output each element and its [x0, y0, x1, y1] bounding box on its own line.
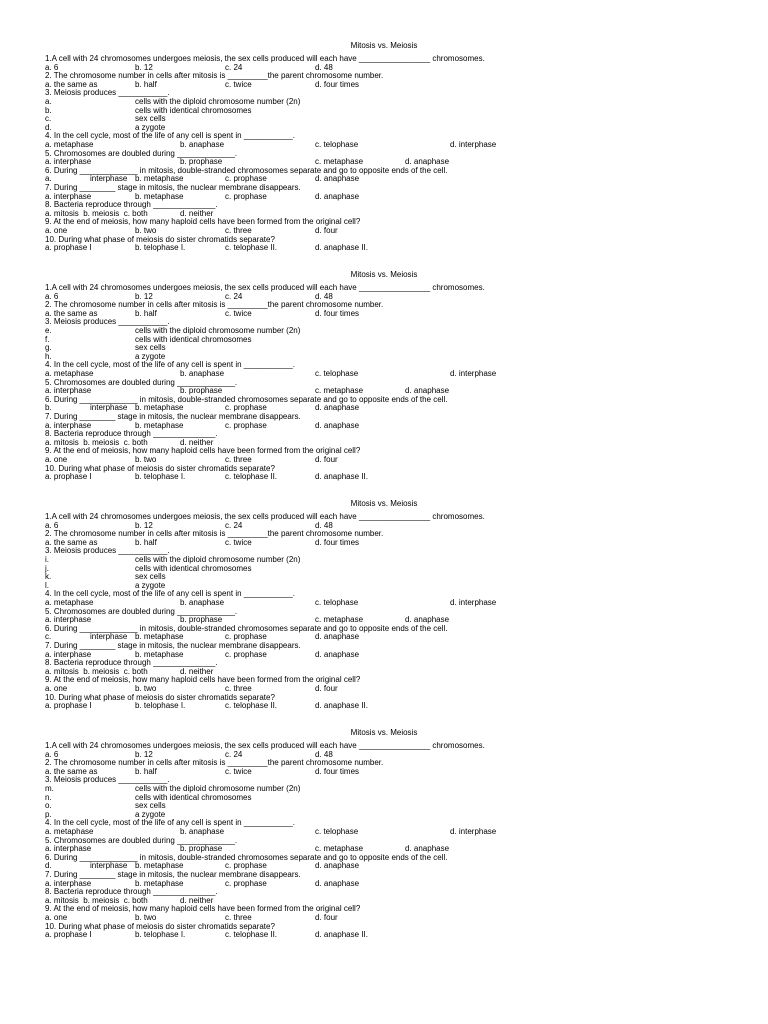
question-text: 10. During what phase of meiosis do sister chromatids separate? [45, 921, 275, 931]
question-text: 8. Bacteria reproduce through ______________. [45, 887, 218, 897]
answer-choice: g. [45, 343, 52, 353]
answer-choice: k. [45, 572, 52, 582]
question-text: 6. During _____________ in mitosis, double-stranded chromosomes separate and go to opposite ends of the cell. [45, 394, 448, 404]
question-text: 5. Chromosomes are doubled during _____________. [45, 148, 238, 158]
question-text: 1.A cell with 24 chromosomes undergoes meiosis, the sex cells produced will each have ________________ chromosomes. [45, 283, 485, 292]
answer-choice: a. 6 [45, 62, 59, 72]
answer-choice: b. 12 [135, 749, 153, 759]
answer-choice: d. interphase [450, 827, 497, 836]
answer-choice: d. anaphase II. [315, 701, 368, 711]
answer-choice: h. [45, 351, 52, 361]
answer-choice: d. interphase [450, 598, 497, 607]
answer-choice: a. metaphase [45, 140, 94, 149]
answer-choice: d. four times [315, 308, 360, 318]
answer-choice: a zygote [135, 580, 166, 590]
question-text: 6. During _____________ in mitosis, double-stranded chromosomes separate and go to opposite ends of the cell. [45, 852, 448, 862]
question-text: 10. During what phase of meiosis do sister chromatids separate? [45, 692, 275, 702]
answer-choice: c. telophase II. [225, 243, 278, 253]
worksheet-block [0, 40, 768, 269]
answer-choice: b. telophase I. [135, 472, 186, 482]
answer-choice: b. prophase [180, 615, 223, 625]
question-text: 4. In the cell cycle, most of the life of any cell is spent in ___________. [45, 360, 295, 370]
question-text: 1.A cell with 24 chromosomes undergoes meiosis, the sex cells produced will each have ________________ chromosomes. [45, 512, 485, 521]
answer-choice: c. prophase [225, 878, 267, 888]
answer-choice: e. [45, 326, 52, 335]
answer-choice: d. 48 [315, 749, 333, 759]
answer-choice: b. two [135, 226, 157, 235]
answer-choices-line [0, 701, 768, 710]
answer-choice: b. prophase [180, 157, 223, 167]
question-text: 2. The chromosome number in cells after mitosis is _________the parent chromosome number. [45, 758, 384, 768]
question-text: 7. During ________ stage in mitosis, the nuclear membrane disappears. [45, 641, 301, 650]
answer-choice: j. [45, 563, 49, 573]
answer-choice: b. 12 [135, 520, 153, 530]
answer-choice: a. metaphase [45, 598, 94, 607]
answer-choice: b. [45, 403, 52, 413]
answer-choice: d. 48 [315, 291, 333, 301]
answer-choice: a. the same as [45, 79, 98, 89]
answer-choice: cells with the diploid chromosome number (2n) [135, 555, 301, 564]
answer-choice: d. anaphase [315, 191, 360, 201]
answer-choice: a. 6 [45, 749, 59, 759]
answer-choice: b. two [135, 455, 157, 464]
answer-choice: interphase [90, 861, 128, 871]
answer-choice: cells with identical chromosomes [135, 792, 252, 802]
answer-choice: c. prophase [225, 403, 267, 413]
answer-choice: d. anaphase [315, 649, 360, 659]
answer-choice: cells with the diploid chromosome number (2n) [135, 784, 301, 793]
answer-choice: c. 24 [225, 291, 243, 301]
question-text: 5. Chromosomes are doubled during _____________. [45, 835, 238, 845]
answer-choice: cells with identical chromosomes [135, 563, 252, 573]
question-text: 5. Chromosomes are doubled during _____________. [45, 606, 238, 616]
answer-choice: sex cells [135, 343, 166, 353]
answer-choice: a. metaphase [45, 369, 94, 378]
answer-choices-line [0, 930, 768, 939]
question-text: 1.A cell with 24 chromosomes undergoes meiosis, the sex cells produced will each have ________________ chromosomes. [45, 741, 485, 750]
answer-choice: d. anaphase [405, 844, 450, 854]
answer-choice: c. twice [225, 308, 252, 318]
answer-choice: l. [45, 580, 49, 590]
answer-choice: b. half [135, 537, 157, 547]
answer-choice: d. four [315, 684, 338, 693]
answer-choice: a zygote [135, 809, 166, 819]
answer-choice: sex cells [135, 114, 166, 124]
answer-choice: interphase [90, 403, 128, 413]
answer-choice: interphase [90, 632, 128, 642]
answer-choice: b. anaphase [180, 369, 225, 378]
worksheet-title: Mitosis vs. Meiosis [350, 728, 418, 737]
answer-choice: a zygote [135, 351, 166, 361]
answer-choice: d. anaphase [315, 174, 360, 184]
answer-choice: sex cells [135, 572, 166, 582]
answer-choice: b. half [135, 308, 157, 318]
answer-choice: a. interphase [45, 191, 92, 201]
question-text: 10. During what phase of meiosis do sister chromatids separate? [45, 234, 275, 244]
answer-choice: cells with identical chromosomes [135, 334, 252, 344]
answer-choice: b. telophase I. [135, 930, 186, 940]
answer-choice: a. [45, 97, 52, 106]
answer-choice: cells with the diploid chromosome number (2n) [135, 326, 301, 335]
answer-choice: c. metaphase [315, 157, 364, 167]
answer-choice: a. interphase [45, 844, 92, 854]
answer-choice: m. [45, 784, 54, 793]
answer-choice: d. 48 [315, 62, 333, 72]
answer-choice: a. prophase I [45, 243, 92, 253]
answer-choice: c. telophase [315, 369, 359, 378]
answer-choice: c. telophase II. [225, 930, 278, 940]
question-text: 9. At the end of meiosis, how many haploid cells have been formed from the original cell? [45, 217, 361, 227]
answer-choice: a. mitosis b. meiosis c. both [45, 666, 148, 676]
question-text: 2. The chromosome number in cells after mitosis is _________the parent chromosome number. [45, 300, 384, 310]
question-text: 9. At the end of meiosis, how many haploid cells have been formed from the original cell? [45, 675, 361, 685]
answer-choice: a. interphase [45, 615, 92, 625]
answer-choice: b. [45, 105, 52, 115]
answer-choice: d. anaphase [315, 403, 360, 413]
worksheet-block [0, 498, 768, 727]
answer-choice: d. anaphase [315, 632, 360, 642]
answer-choice: sex cells [135, 801, 166, 811]
answer-choice: c. 24 [225, 62, 243, 72]
answer-choice: c. telophase II. [225, 701, 278, 711]
answer-choice: c. three [225, 684, 252, 693]
answer-choice: c. telophase II. [225, 472, 278, 482]
answer-choice: c. twice [225, 537, 252, 547]
answer-choice: d. four [315, 913, 338, 922]
answer-choice: interphase [90, 174, 128, 184]
answer-choice: a. 6 [45, 520, 59, 530]
answer-choice: c. prophase [225, 191, 267, 201]
question-text: 3. Meiosis produces ___________. [45, 317, 170, 327]
answer-choice: d. interphase [450, 369, 497, 378]
answer-choice: b. 12 [135, 291, 153, 301]
question-text: 8. Bacteria reproduce through ______________. [45, 658, 218, 668]
question-text: 1.A cell with 24 chromosomes undergoes meiosis, the sex cells produced will each have ________________ chromosomes. [45, 54, 485, 63]
answer-choice: c. twice [225, 766, 252, 776]
answer-choice: a. one [45, 455, 68, 464]
answer-choice: b. metaphase [135, 861, 184, 871]
answer-choice: b. half [135, 766, 157, 776]
answer-choice: cells with identical chromosomes [135, 105, 252, 115]
answer-choice: c. prophase [225, 861, 267, 871]
answer-choice: a. one [45, 684, 68, 693]
answer-choice: a. interphase [45, 649, 92, 659]
answer-choice: c. metaphase [315, 386, 364, 396]
answer-choice: b. prophase [180, 386, 223, 396]
answer-choice: c. metaphase [315, 615, 364, 625]
answer-choice: b. half [135, 79, 157, 89]
question-text: 9. At the end of meiosis, how many haploid cells have been formed from the original cell? [45, 446, 361, 456]
answer-choices-line [0, 243, 768, 252]
answer-choice: d. interphase [450, 140, 497, 149]
answer-choice: a. interphase [45, 386, 92, 396]
question-text: 3. Meiosis produces ___________. [45, 775, 170, 785]
answer-choice: d. anaphase [315, 878, 360, 888]
answer-choice: a. interphase [45, 878, 92, 888]
worksheet-title: Mitosis vs. Meiosis [350, 270, 418, 279]
answer-choice: cells with the diploid chromosome number (2n) [135, 97, 301, 106]
answer-choice: a. mitosis b. meiosis c. both [45, 895, 148, 905]
answer-choice: d. anaphase [315, 861, 360, 871]
answer-choice: b. two [135, 684, 157, 693]
answer-choice: c. telophase [315, 598, 359, 607]
answer-choice: a. mitosis b. meiosis c. both [45, 437, 148, 447]
answer-choice: o. [45, 801, 52, 811]
answer-choice: b. telophase I. [135, 243, 186, 253]
answer-choice: d. four times [315, 79, 360, 89]
answer-choice: b. two [135, 913, 157, 922]
answer-choice: c. [45, 114, 52, 124]
answer-choice: a. one [45, 913, 68, 922]
answer-choice: c. three [225, 913, 252, 922]
answer-choice: d. anaphase [405, 615, 450, 625]
question-text: 3. Meiosis produces ___________. [45, 88, 170, 98]
answer-choice: b. metaphase [135, 878, 184, 888]
answer-choice: b. prophase [180, 844, 223, 854]
worksheet-block [0, 727, 768, 956]
answer-choice: d. anaphase [405, 157, 450, 167]
answer-choice: a. prophase I [45, 701, 92, 711]
answer-choice: d. [45, 122, 52, 132]
answer-choice: d. neither [180, 666, 214, 676]
answer-choice: a. the same as [45, 766, 98, 776]
answer-choice: b. metaphase [135, 649, 184, 659]
question-text: 7. During ________ stage in mitosis, the nuclear membrane disappears. [45, 412, 301, 421]
answer-choice: b. metaphase [135, 403, 184, 413]
answer-choice: b. 12 [135, 62, 153, 72]
answer-choice: c. 24 [225, 520, 243, 530]
answer-choice: d. anaphase [405, 386, 450, 396]
answer-choices-line [0, 472, 768, 481]
answer-choice: c. prophase [225, 632, 267, 642]
answer-choice: a. 6 [45, 291, 59, 301]
answer-choice: d. anaphase II. [315, 930, 368, 940]
answer-choice: d. anaphase [315, 420, 360, 430]
answer-choice: c. prophase [225, 649, 267, 659]
answer-choice: a. [45, 174, 52, 184]
worksheet-block [0, 269, 768, 498]
answer-choice: c. metaphase [315, 844, 364, 854]
worksheet-title: Mitosis vs. Meiosis [350, 41, 418, 50]
question-text: 10. During what phase of meiosis do sister chromatids separate? [45, 463, 275, 473]
answer-choice: d. 48 [315, 520, 333, 530]
answer-choice: b. anaphase [180, 140, 225, 149]
answer-choice: c. three [225, 455, 252, 464]
answer-choice: d. four [315, 226, 338, 235]
answer-choice: c. three [225, 226, 252, 235]
answer-choice: d. neither [180, 208, 214, 218]
question-text: 9. At the end of meiosis, how many haploid cells have been formed from the original cell? [45, 904, 361, 914]
answer-choice: b. anaphase [180, 827, 225, 836]
answer-choice: c. twice [225, 79, 252, 89]
question-text: 8. Bacteria reproduce through ______________. [45, 429, 218, 439]
answer-choice: d. four times [315, 766, 360, 776]
answer-choice: f. [45, 334, 50, 344]
question-text: 2. The chromosome number in cells after mitosis is _________the parent chromosome number. [45, 71, 384, 81]
answer-choice: d. neither [180, 437, 214, 447]
answer-choice: b. metaphase [135, 420, 184, 430]
question-text: 3. Meiosis produces ___________. [45, 546, 170, 556]
answer-choice: c. [45, 632, 52, 642]
answer-choice: n. [45, 792, 52, 802]
answer-choice: a. metaphase [45, 827, 94, 836]
answer-choice: a. the same as [45, 308, 98, 318]
question-text: 7. During ________ stage in mitosis, the nuclear membrane disappears. [45, 183, 301, 192]
answer-choice: a. prophase I [45, 930, 92, 940]
answer-choice: d. anaphase II. [315, 243, 368, 253]
answer-choice: a. one [45, 226, 68, 235]
answer-choice: i. [45, 555, 49, 564]
answer-choice: c. prophase [225, 420, 267, 430]
answer-choice: b. metaphase [135, 632, 184, 642]
worksheet-title: Mitosis vs. Meiosis [350, 499, 418, 508]
answer-choice: c. prophase [225, 174, 267, 184]
answer-choice: c. telophase [315, 140, 359, 149]
answer-choice: p. [45, 809, 52, 819]
question-text: 6. During _____________ in mitosis, double-stranded chromosomes separate and go to opposite ends of the cell. [45, 165, 448, 175]
question-text: 7. During ________ stage in mitosis, the nuclear membrane disappears. [45, 870, 301, 879]
question-text: 6. During _____________ in mitosis, double-stranded chromosomes separate and go to opposite ends of the cell. [45, 623, 448, 633]
question-text: 8. Bacteria reproduce through ______________. [45, 200, 218, 210]
answer-choice: b. telophase I. [135, 701, 186, 711]
answer-choice: a. prophase I [45, 472, 92, 482]
answer-choice: d. [45, 861, 52, 871]
question-text: 4. In the cell cycle, most of the life of any cell is spent in ___________. [45, 131, 295, 141]
answer-choice: d. four [315, 455, 338, 464]
answer-choice: a. interphase [45, 420, 92, 430]
answer-choice: d. neither [180, 895, 214, 905]
answer-choice: b. anaphase [180, 598, 225, 607]
answer-choice: a. mitosis b. meiosis c. both [45, 208, 148, 218]
answer-choice: b. metaphase [135, 174, 184, 184]
answer-choice: d. four times [315, 537, 360, 547]
question-text: 2. The chromosome number in cells after mitosis is _________the parent chromosome number. [45, 529, 384, 539]
answer-choice: b. metaphase [135, 191, 184, 201]
question-text: 4. In the cell cycle, most of the life of any cell is spent in ___________. [45, 818, 295, 828]
answer-choice: c. telophase [315, 827, 359, 836]
answer-choice: a zygote [135, 122, 166, 132]
answer-choice: a. interphase [45, 157, 92, 167]
answer-choice: c. 24 [225, 749, 243, 759]
answer-choice: a. the same as [45, 537, 98, 547]
question-text: 4. In the cell cycle, most of the life of any cell is spent in ___________. [45, 589, 295, 599]
question-text: 5. Chromosomes are doubled during _____________. [45, 377, 238, 387]
answer-choice: d. anaphase II. [315, 472, 368, 482]
